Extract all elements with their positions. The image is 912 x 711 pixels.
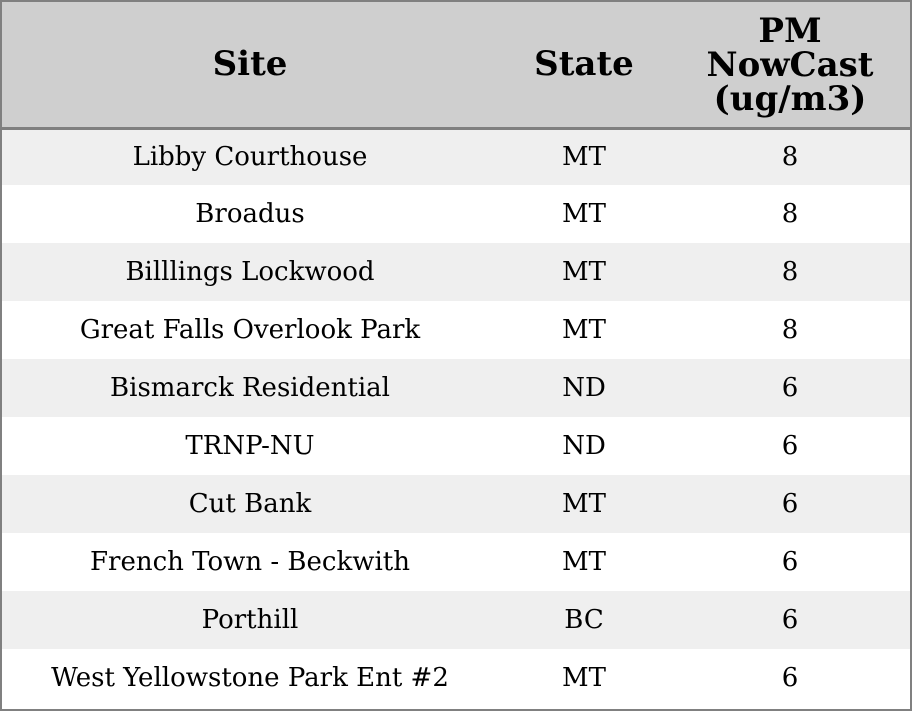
site-cell: West Yellowstone Park Ent #2 <box>51 663 449 693</box>
site-cell: Cut Bank <box>188 489 312 519</box>
pm-value-cell: 8 <box>781 315 799 345</box>
pm-value-cell: 6 <box>781 431 799 461</box>
site-cell: Bismarck Residential <box>110 373 390 403</box>
site-cell: TRNP-NU <box>185 431 315 461</box>
pm-nowcast-table <box>2 2 910 707</box>
pm-value-cell: 6 <box>781 605 799 635</box>
table-row <box>2 475 910 533</box>
header-row <box>2 2 910 128</box>
table-row <box>2 417 910 475</box>
state-cell: MT <box>562 315 606 345</box>
site-cell: French Town - Beckwith <box>89 547 411 577</box>
site-cell: Billlings Lockwood <box>125 257 375 287</box>
pm-value-cell: 6 <box>781 663 799 693</box>
state-cell: ND <box>562 373 606 403</box>
table-row <box>2 301 910 359</box>
pm-value-cell: 8 <box>781 199 799 229</box>
table-row <box>2 185 910 243</box>
table-body <box>2 128 910 707</box>
state-cell: MT <box>562 547 606 577</box>
state-column-header: State <box>498 2 670 128</box>
table-row <box>2 533 910 591</box>
pm-header-line-1: PM <box>758 11 822 52</box>
table-row <box>2 649 910 707</box>
state-cell: BC <box>564 605 604 635</box>
state-cell: MT <box>562 257 606 287</box>
pm-header-line-2: NowCast <box>706 45 874 86</box>
pm-header-line-3: (ug/m3) <box>713 79 867 120</box>
pm-nowcast-column-header <box>670 2 910 128</box>
site-cell: Broadus <box>195 199 305 229</box>
pm-value-cell: 8 <box>781 257 799 287</box>
state-cell: MT <box>562 489 606 519</box>
table-row <box>2 128 910 185</box>
state-cell: ND <box>562 431 606 461</box>
table-header <box>2 2 910 128</box>
pm-value-cell: 8 <box>781 142 799 173</box>
table-row <box>2 591 910 649</box>
state-cell: MT <box>562 199 606 229</box>
site-cell: Libby Courthouse <box>132 142 368 173</box>
state-cell: MT <box>562 142 606 173</box>
site-cell: Great Falls Overlook Park <box>79 315 421 345</box>
site-column-header: Site <box>2 2 498 128</box>
site-cell: Porthill <box>201 605 299 635</box>
table-row <box>2 359 910 417</box>
state-cell: MT <box>562 663 606 693</box>
table-row <box>2 243 910 301</box>
pm-value-cell: 6 <box>781 489 799 519</box>
pm-value-cell: 6 <box>781 547 799 577</box>
pm-value-cell: 6 <box>781 373 799 403</box>
